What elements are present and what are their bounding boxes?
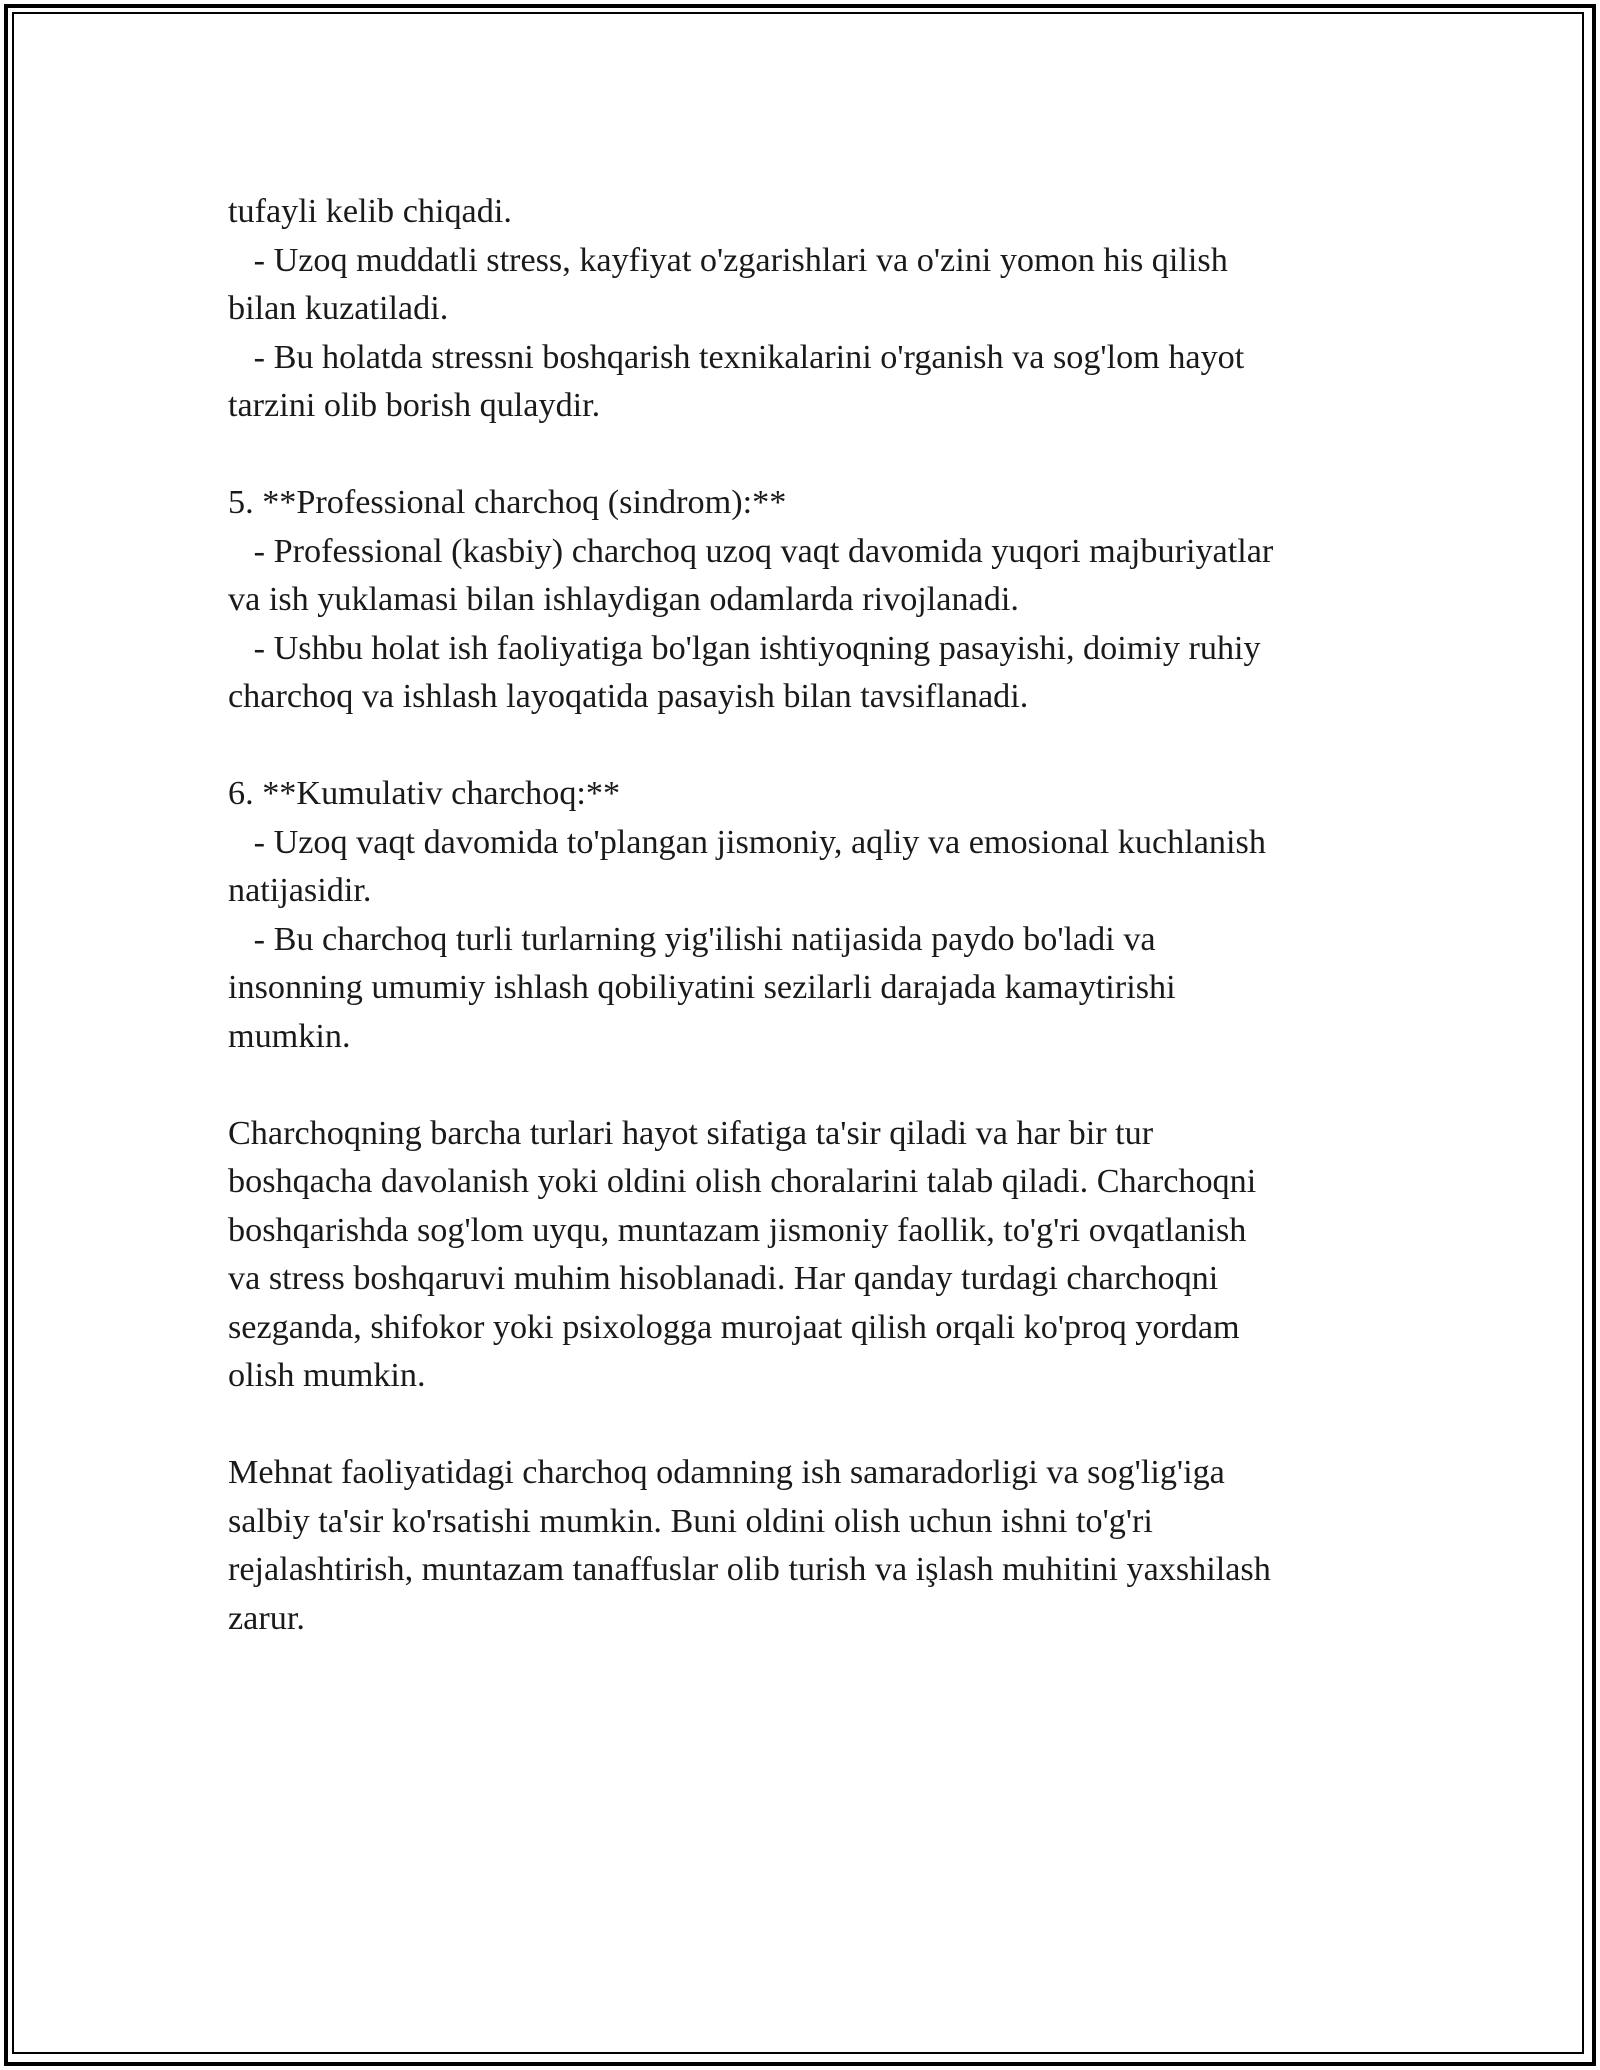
- text-line: charchoq va ishlash layoqatida pasayish bilan tavsiflanadi.: [228, 678, 1029, 715]
- closing-paragraph-line: rejalashtirish, muntazam tanaffuslar olib turish va işlash muhitini yaxshilash: [228, 1551, 1271, 1588]
- bullet-line: - Ushbu holat ish faoliyatiga bo'lgan ishtiyoqning pasayishi, doimiy ruhiy: [228, 629, 1261, 667]
- section-heading-6: 6. **Kumulativ charchoq:**: [228, 775, 621, 812]
- bullet-line: - Uzoq vaqt davomida to'plangan jismoniy, aqliy va emosional kuchlanish: [228, 823, 1266, 861]
- text-line: tufayli kelib chiqadi.: [228, 193, 512, 230]
- text-line: bilan kuzatiladi.: [228, 290, 449, 327]
- bullet-line: - Bu charchoq turli turlarning yig'ilishi natijasida paydo bo'ladi va: [228, 920, 1156, 958]
- paragraph-spacer: [228, 1061, 1378, 1110]
- closing-paragraph-line: Mehnat faoliyatidagi charchoq odamning ish samaradorligi va sog'lig'iga: [228, 1454, 1225, 1491]
- bullet-line: - Professional (kasbiy) charchoq uzoq vaqt davomida yuqori majburiyatlar: [228, 532, 1274, 570]
- paragraph-spacer: [228, 431, 1378, 480]
- text-line: tarzini olib borish qulaydir.: [228, 387, 601, 424]
- closing-paragraph-line: salbiy ta'sir ko'rsatishi mumkin. Buni oldini olish uchun ishni to'g'ri: [228, 1502, 1153, 1540]
- summary-paragraph-line: boshqarishda sog'lom uyqu, muntazam jismoniy faollik, to'g'ri ovqatlanish: [228, 1211, 1247, 1249]
- paragraph-spacer: [228, 1401, 1378, 1450]
- summary-paragraph-line: sezganda, shifokor yoki psixologga murojaat qilish orqali ko'proq yordam: [228, 1308, 1240, 1346]
- text-line: natijasidir.: [228, 872, 372, 909]
- section-heading-5: 5. **Professional charchoq (sindrom):**: [228, 484, 787, 521]
- text-line: insonning umumiy ishlash qobiliyatini sezilarli darajada kamaytirishi: [228, 969, 1176, 1006]
- summary-paragraph-line: va stress boshqaruvi muhim hisoblanadi. Har qanday turdagi charchoqni: [228, 1260, 1219, 1297]
- paragraph-spacer: [228, 722, 1378, 771]
- text-line: va ish yuklamasi bilan ishlaydigan odamlarda rivojlanadi.: [228, 581, 1019, 618]
- summary-paragraph-line: boshqacha davolanish yoki oldini olish choralarini talab qiladi. Charchoqni: [228, 1163, 1257, 1200]
- bullet-line: - Uzoq muddatli stress, kayfiyat o'zgarishlari va o'zini yomon his qilish: [228, 241, 1228, 279]
- summary-paragraph-line: Charchoqning barcha turlari hayot sifatiga ta'sir qiladi va har bir tur: [228, 1114, 1154, 1152]
- document-body: [228, 188, 1378, 1643]
- bullet-line: - Bu holatda stressni boshqarish texnikalarini o'rganish va sog'lom hayot: [228, 338, 1245, 376]
- closing-paragraph-line: zarur.: [228, 1599, 305, 1637]
- summary-paragraph-line: olish mumkin.: [228, 1357, 426, 1394]
- text-line: mumkin.: [228, 1017, 351, 1055]
